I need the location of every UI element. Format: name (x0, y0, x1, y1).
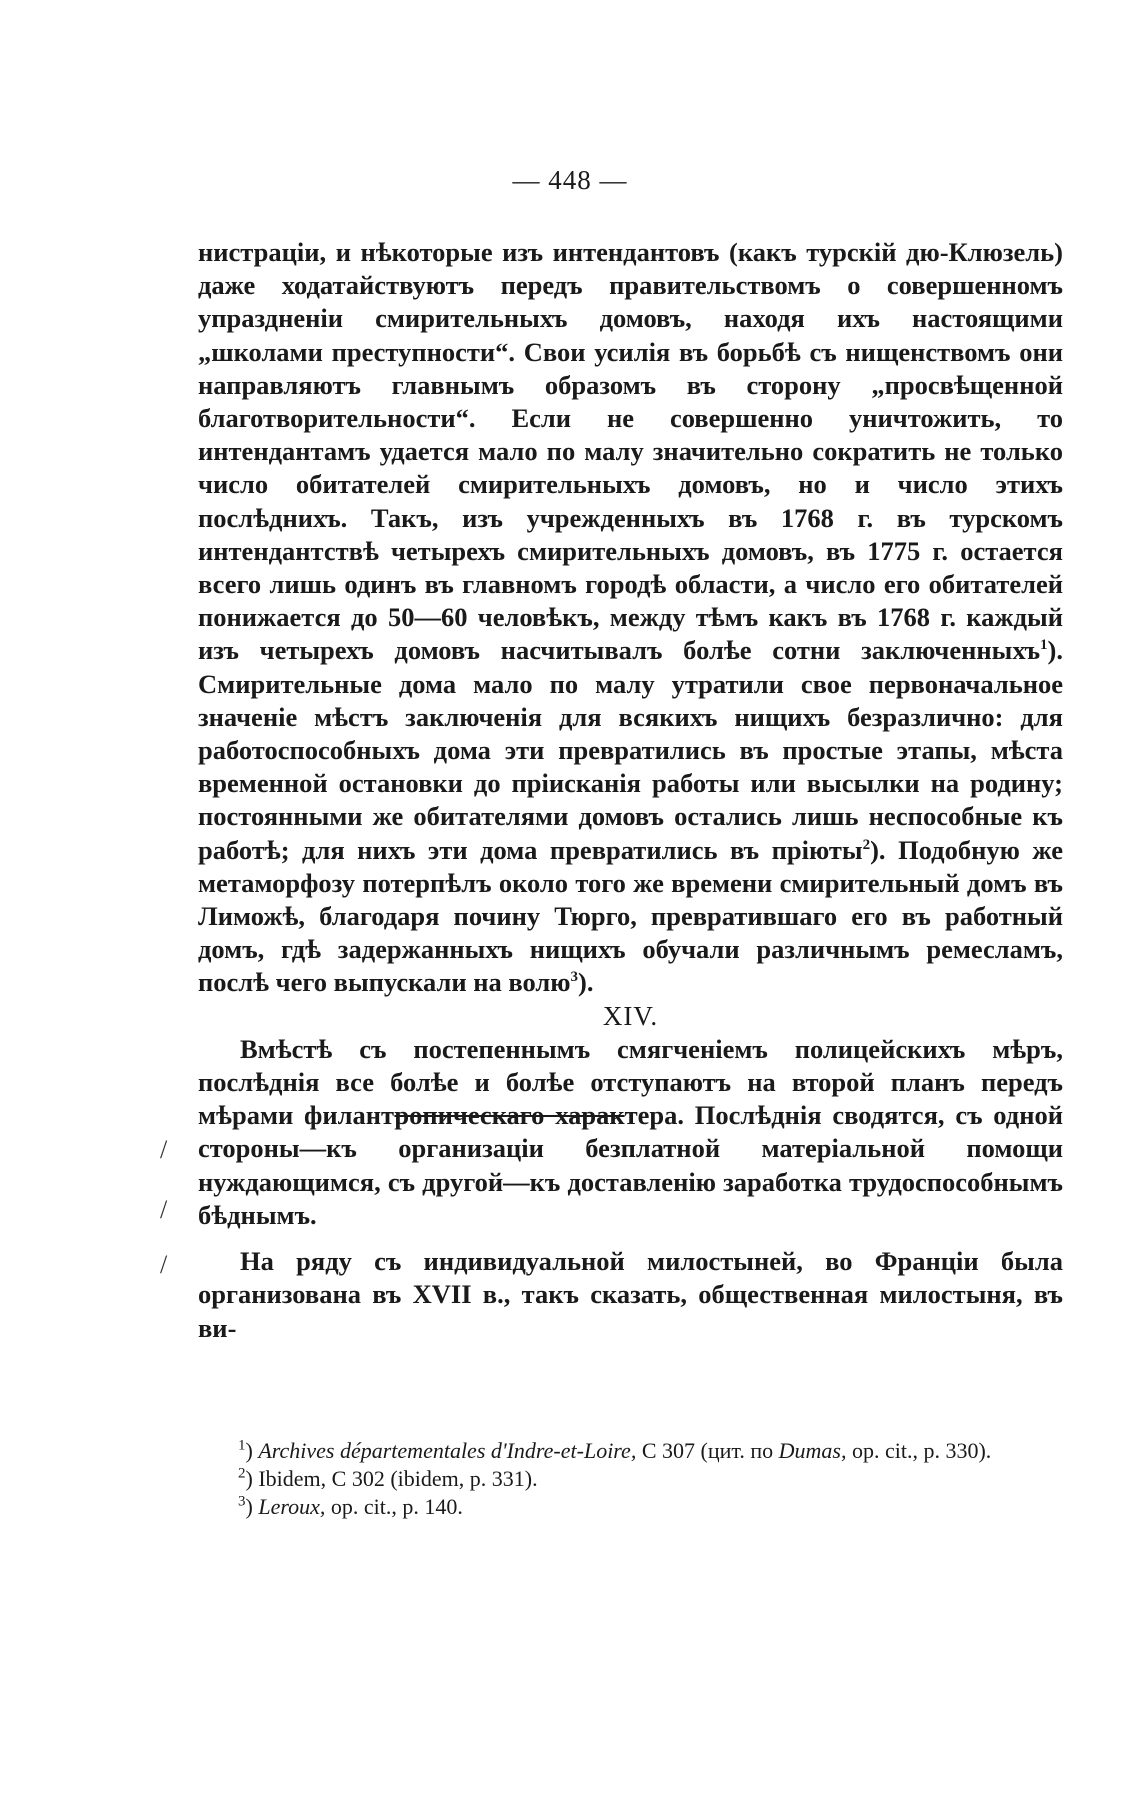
footnote-3-author: Leroux, (258, 1494, 326, 1519)
paragraph-3: На ряду съ индивидуальной милостыней, во Франціи была организована въ XVII в., такъ сказать, общественная милостыня, въ ви- (198, 1246, 1063, 1343)
margin-pencil-mark: / (160, 1250, 168, 1279)
paragraph-2 (198, 1033, 1063, 1232)
paragraph-1 (198, 236, 1063, 1000)
main-text (198, 236, 1063, 1345)
footnote-1-text: C 307 (цит. по (636, 1438, 779, 1463)
footnote-1-mark: 1 (238, 1437, 246, 1454)
footnote-2-text: Ibidem, C 302 (ibidem, p. 331). (252, 1466, 538, 1491)
footnote-1-author: Dumas, (778, 1438, 847, 1463)
margin-pencil-mark: / (160, 1195, 168, 1224)
footnotes (198, 1437, 1063, 1521)
footnote-2: $^2$) Ibidem, C 302 (ibidem, p. 331). (238, 1465, 538, 1491)
paragraph-2-text-b: тера. Послѣднія сводятся, съ одной стороны—къ организаціи безплатной матеріальной помощи нуждающимся, съ другой—къ доставленію заработка трудоспособнымъ бѣднымъ. (198, 1100, 1063, 1230)
section-heading: XIV. (602, 1000, 659, 1031)
paragraph-2-text-a: Вмѣстѣ съ постепеннымъ смягченіемъ полицейскихъ мѣръ, послѣднія все болѣе и болѣе отступаютъ на второй планъ передъ мѣрами филант (198, 1033, 1063, 1131)
footnote-2-mark: 2 (238, 1465, 246, 1482)
paragraph-1-text-b: ). Смирительные дома мало по малу утратили свое первоначальное значеніе мѣстъ заключенія для всякихъ нищихъ безразлично: для работоспособныхъ дома эти превратились въ простые этапы, мѣста временной остановки до пріисканія работы или высылки на родину; постоянными же обитателями домовъ остались лишь неспособные къ работѣ; для нихъ эти дома превратились въ пріюты (198, 635, 1063, 865)
paragraph-1-text: нистраціи, и нѣкоторые изъ интендантовъ (какъ турскій дю-Клюзель) даже ходатайствуютъ передъ правительствомъ о совершенномъ упраздненіи смирительныхъ домовъ, находя ихъ настоящими „школами преступности“. Свои усилія въ борьбѣ съ нищенствомъ они направляютъ главнымъ образомъ въ сторону „просвѣщенной благотворительности“. Если не совершенно уничтожить, то интендантамъ удается мало по малу значительно сократить не только число обитателей смирительныхъ домовъ, но и число этихъ послѣднихъ. Такъ, изъ учрежденныхъ въ 1768 г. въ турскомъ интендантствѣ четырехъ смирительныхъ домовъ, въ 1775 г. остается всего лишь одинъ въ главномъ городѣ области, а число его обитателей понижается до 50—60 человѣкъ, между тѣмъ какъ въ 1768 г. каждый изъ четырехъ домовъ насчитывалъ болѣе сотни заключенныхъ (198, 237, 1063, 666)
footnote-3-mark: 3 (238, 1493, 246, 1510)
footnote-3-text: op. cit., p. 140. (325, 1494, 463, 1519)
struck-text: ропическаго харак (394, 1100, 625, 1131)
footnote-ref-3: 3 (570, 969, 579, 986)
footnote-ref-2: 2 (862, 836, 871, 853)
footnote-1-source: Archives départementales d'Indre-et-Loire, (258, 1438, 637, 1463)
footnote-3: $^3$) Leroux, op. cit., p. 140. (238, 1493, 463, 1519)
margin-pencil-mark: / (160, 1135, 168, 1164)
footnote-ref-1: 1 (1040, 637, 1048, 654)
paragraph-1-text-d: ). (578, 967, 594, 998)
paragraph-1-text-c: ). Подобную же метаморфозу потерпѣлъ около того же времени смирительный домъ въ Лиможѣ, благодаря почину Тюрго, превратившаго его въ работный домъ, гдѣ задержанныхъ нищихъ обучали различнымъ ремесламъ, послѣ чего выпускали на волю (198, 834, 1063, 998)
footnote-1-text-b: op. cit., p. 330). (846, 1438, 992, 1463)
footnote-1: $^1$) Archives départementales d'Indre-et-Loire, C 307 (цит. по Dumas, op. cit., p. 330). (238, 1437, 992, 1463)
page-number: — 448 — (512, 165, 628, 195)
